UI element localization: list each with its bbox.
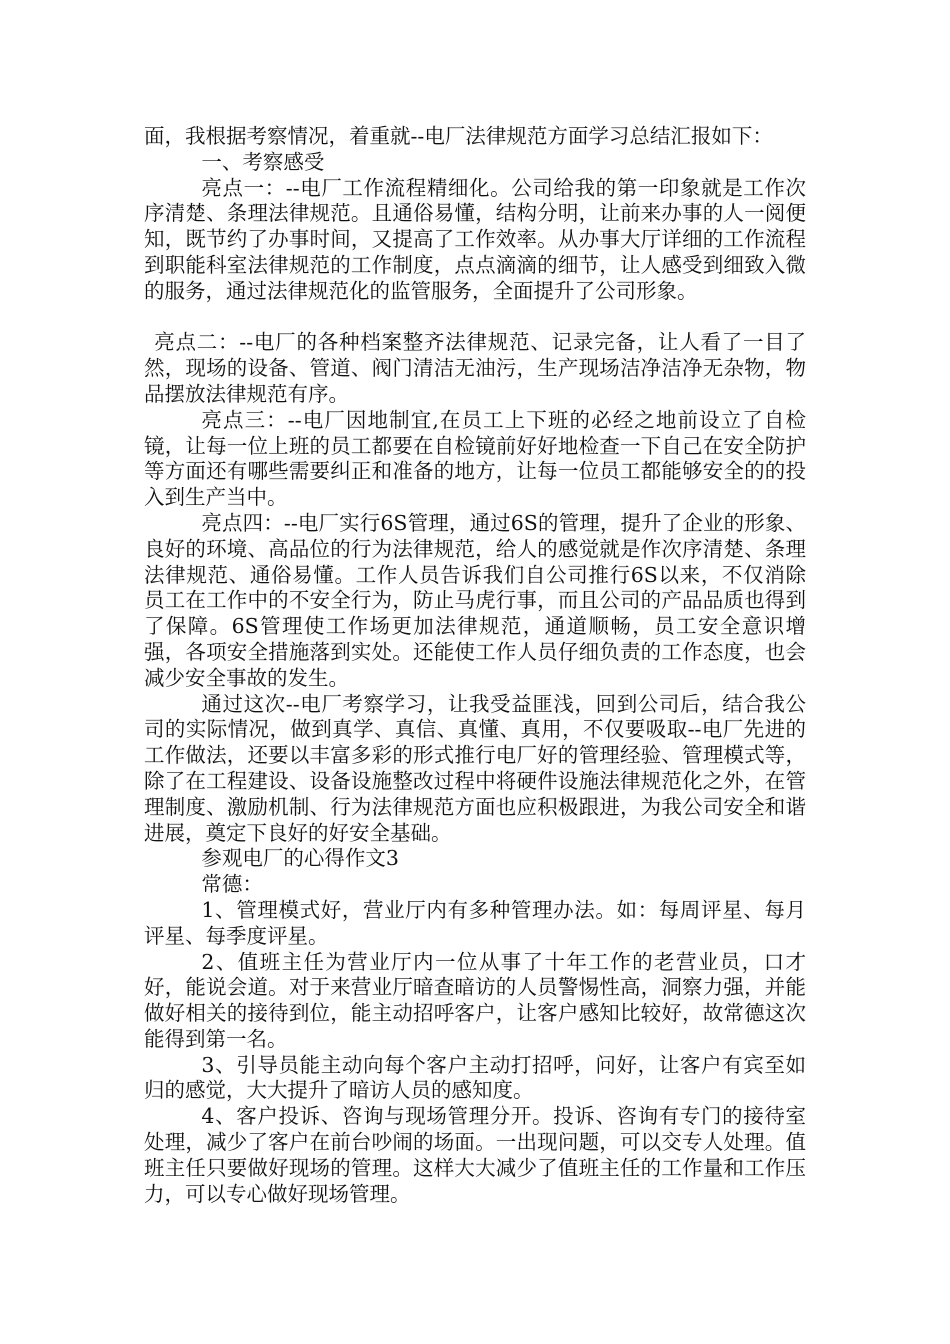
list-item-1: 1、管理模式好，营业厅内有多种管理办法。如：每周评星、每月评星、每季度评星。 [144,897,806,948]
list-item-3: 3、引导员能主动向每个客户主动打招呼，问好，让客户有宾至如归的感觉，大大提升了暗访人员的感知度。 [144,1052,806,1103]
highlight-two-paragraph: 亮点二：--电厂的各种档案整齐法律规范、记录完备，让人看了一目了然，现场的设备、管道、阀门清洁无油污，生产现场洁净洁净无杂物，物品摆放法律规范有序。 [144,330,806,406]
intro-paragraph: 面，我根据考察情况，着重就--电厂法律规范方面学习总结汇报如下： [144,124,773,148]
document-page [144,124,806,1207]
highlight-one-paragraph: 亮点一：--电厂工作流程精细化。公司给我的第一印象就是工作次序清楚、条理法律规范。且通俗易懂，结构分明，让前来办事的人一阅便知，既节约了办事时间，又提高了工作效率。从办事大厅详细的工作流程到职能科室法律规范的工作制度，点点滴滴的细节，让人感受到细致入微的服务，通过法律规范化的监管服务，全面提升了公司形象。 [144,175,806,303]
list-item-4: 4、客户投诉、咨询与现场管理分开。投诉、咨询有专门的接待室处理，减少了客户在前台吵闹的场面。一出现问题，可以交专人处理。值班主任只要做好现场的管理。这样大大减少了值班主任的工作量和工作压力，可以专心做好现场管理。 [144,1104,806,1206]
section-heading: 一、考察感受 [201,149,325,174]
highlight-three-paragraph: 亮点三：--电厂因地制宜,在员工上下班的必经之地前设立了自检镜，让每一位上班的员工都要在自检镜前好好地检查一下自己在安全防护等方面还有哪些需要纠正和准备的地方，让每一位员工都能够安全的的投入到生产当中。 [144,407,806,510]
essay-title: 参观电厂的心得作文3 [201,846,399,871]
highlight-four-paragraph: 亮点四：--电厂实行6S管理，通过6S的管理，提升了企业的形象、良好的环境、高品位的行为法律规范，给人的感觉就是作次序清楚、条理法律规范、通俗易懂。工作人员告诉我们自公司推行6S以来，不仅消除员工在工作中的不安全行为，防止马虎行事，而且公司的产品品质也得到了保障。6S管理使工作场更加法律规范，通道顺畅，员工安全意识增强，各项安全措施落到实处。还能使工作人员仔细负责的工作态度，也会减少安全事故的发生。 [144,510,806,690]
location-heading: 常德： [201,872,263,897]
list-item-2: 2、值班主任为营业厅内一位从事了十年工作的老营业员，口才好，能说会道。对于来营业厅暗查暗访的人员警惕性高，洞察力强，并能做好相关的接待到位，能主动招呼客户，让客户感知比较好，故常德这次能得到第一名。 [144,949,806,1051]
summary-paragraph: 通过这次--电厂考察学习，让我受益匪浅，回到公司后，结合我公司的实际情况，做到真学、真信、真懂、真用，不仅要吸取--电厂先进的工作做法，还要以丰富多彩的形式推行电厂好的管理经验、管理模式等，除了在工程建设、设备设施整改过程中将硬件设施法律规范化之外，在管理制度、激励机制、行为法律规范方面也应积极跟进，为我公司安全和谐进展，奠定下良好的好安全基础。 [144,691,806,845]
paragraph-spacer [144,305,806,331]
